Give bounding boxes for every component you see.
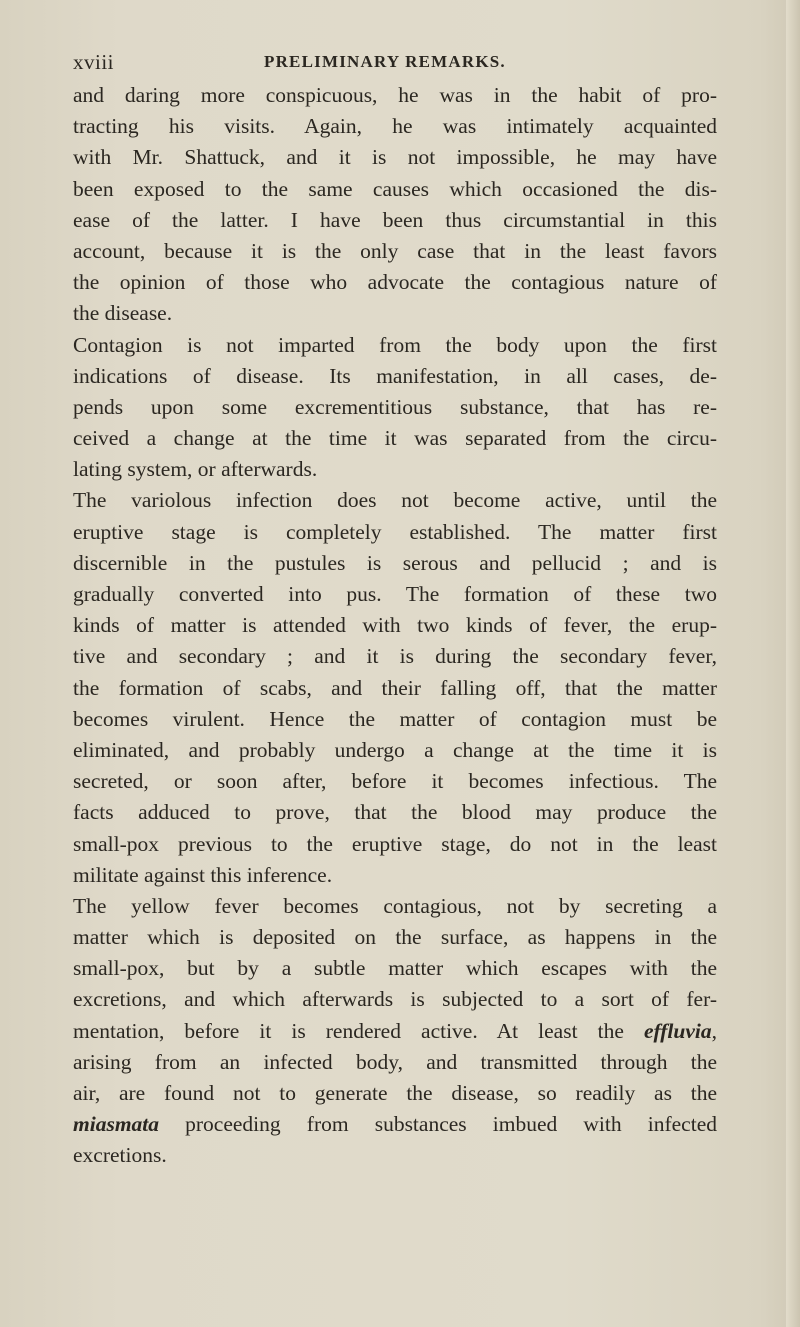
text-line: gradually converted into pus. The formation of these two bbox=[73, 582, 717, 606]
text-line: small-pox, but by a subtle matter which escapes with the bbox=[73, 956, 717, 981]
text-line: Contagion is not imparted from the body upon the first bbox=[73, 332, 717, 357]
text-line: air, are found not to generate the disease, so readily as the bbox=[73, 1081, 717, 1105]
page-number: xviii bbox=[73, 50, 115, 74]
text-line: tracting his visits. Again, he was intimately acquainted bbox=[73, 114, 717, 139]
running-title: PRELIMINARY REMARKS. bbox=[264, 52, 506, 71]
text-line: account, because it is the only case that in the least favors bbox=[73, 238, 717, 263]
text-line: The variolous infection does not become active, until the bbox=[73, 488, 717, 513]
text-line: pends upon some excrementitious substance, that has re- bbox=[73, 394, 717, 419]
text-line: been exposed to the same causes which occasioned the dis- bbox=[73, 176, 717, 201]
text-line: eruptive stage is completely established. The matter first bbox=[73, 519, 717, 544]
page-edge bbox=[786, 0, 800, 1327]
text-line: discernible in the pustules is serous and pellucid ; and is bbox=[73, 550, 717, 575]
text-line: ease of the latter. I have been thus circumstantial in this bbox=[73, 207, 717, 232]
body-text bbox=[73, 80, 717, 1172]
text-line: eliminated, and probably undergo a change at the time it is bbox=[73, 737, 717, 762]
text-line: ceived a change at the time it was separated from the circu- bbox=[73, 426, 717, 451]
text-line: matter which is deposited on the surface, as happens in the bbox=[73, 925, 717, 950]
text-line: arising from an infected body, and transmitted through the bbox=[73, 1049, 717, 1074]
text-line: the disease. bbox=[73, 301, 173, 326]
text-line: becomes virulent. Hence the matter of contagion must be bbox=[73, 706, 717, 731]
text-line: and daring more conspicuous, he was in the habit of pro- bbox=[73, 83, 717, 107]
text-line: small-pox previous to the eruptive stage, do not in the least bbox=[73, 831, 717, 856]
text-line: The yellow fever becomes contagious, not by secreting a bbox=[73, 893, 717, 918]
text-line: excretions. bbox=[73, 1143, 167, 1168]
text-line: with Mr. Shattuck, and it is not impossible, he may have bbox=[73, 145, 717, 170]
text-line: indications of disease. Its manifestation, in all cases, de- bbox=[73, 363, 717, 388]
text-line: excretions, and which afterwards is subjected to a sort of fer- bbox=[73, 987, 717, 1012]
text-line: kinds of matter is attended with two kinds of fever, the erup- bbox=[73, 613, 717, 638]
text-line: miasmata proceeding from substances imbued with infected bbox=[73, 1112, 717, 1137]
text-line: tive and secondary ; and it is during the secondary fever, bbox=[73, 644, 717, 669]
text-line: mentation, before it is rendered active. At least the effluvia, bbox=[73, 1018, 717, 1043]
text-line: the formation of scabs, and their falling off, that the matter bbox=[73, 675, 717, 700]
text-line: facts adduced to prove, that the blood may produce the bbox=[73, 800, 717, 825]
text-line: secreted, or soon after, before it becomes infectious. The bbox=[73, 769, 717, 794]
text-line: lating system, or afterwards. bbox=[73, 457, 318, 482]
text-line: the opinion of those who advocate the contagious nature of bbox=[73, 270, 717, 295]
text-line: militate against this inference. bbox=[73, 862, 333, 887]
